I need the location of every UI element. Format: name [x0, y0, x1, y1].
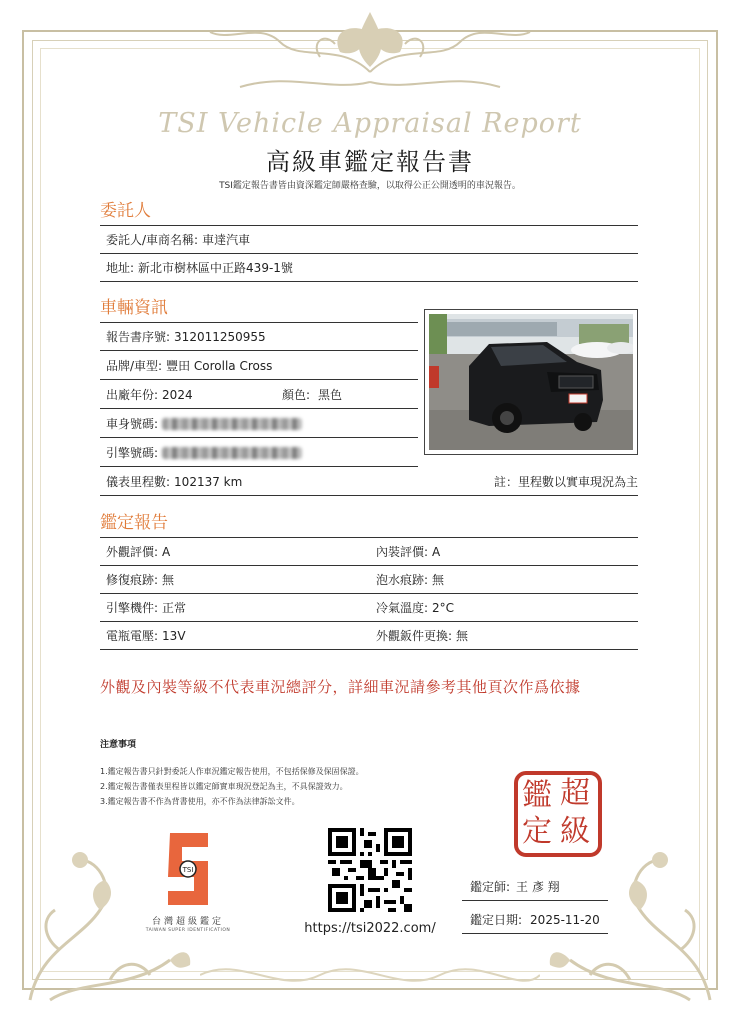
- appraiser-name-label: 鑑定師:: [470, 880, 511, 894]
- client-name-label: 委託人/車商名稱:: [106, 233, 199, 247]
- stamp-char: 定: [522, 814, 552, 849]
- repair-traces-value: 無: [162, 573, 175, 587]
- appraisal-date-label: 鑑定日期:: [470, 913, 523, 927]
- stamp-char: 超: [560, 776, 590, 811]
- note-item: 2.鑑定報告書僅表里程皆以鑑定師實車現況登記為主，不具保證效力。: [100, 782, 348, 791]
- qr-code-icon[interactable]: [328, 828, 412, 912]
- flood-traces-value: 無: [432, 573, 445, 587]
- appraisal-row: [100, 566, 638, 594]
- battery-voltage-label: 電瓶電壓:: [106, 629, 159, 643]
- panel-replacement-value: 無: [456, 629, 469, 643]
- engine-condition-label: 引擎機件:: [106, 601, 159, 615]
- appraisal-row: [100, 538, 638, 566]
- report-subtitle: TSI鑑定報告書皆由資深鑑定師嚴格查驗，以取得公正公開透明的車況報告。: [219, 181, 521, 191]
- appraisal-row: [100, 594, 638, 622]
- client-address-label: 地址:: [106, 261, 135, 275]
- exterior-grade-label: 外觀評價:: [106, 545, 159, 559]
- year-value: 2024: [162, 387, 193, 402]
- report-title-en: TSI Vehicle Appraisal Report: [158, 108, 582, 139]
- appraisal-row: [100, 622, 638, 650]
- model-value: 豐田 Corolla Cross: [166, 359, 273, 373]
- flood-traces-label: 泡水痕跡:: [376, 573, 429, 587]
- logo-name-en: TAIWAN SUPER IDENTIFICATION: [145, 928, 231, 933]
- engine-number-value-redacted: [162, 447, 302, 459]
- ac-temperature-value: 2°C: [432, 600, 455, 615]
- mileage-label: 儀表里程數:: [106, 475, 171, 489]
- logo-emblem-text: TSI: [182, 866, 194, 874]
- repair-traces-label: 修復痕跡:: [106, 573, 159, 587]
- panel-replacement-field: [376, 627, 468, 644]
- panel-replacement-label: 外觀鈑件更換:: [376, 629, 453, 643]
- report-number-label: 報告書序號:: [106, 330, 171, 344]
- color-value: 黑色: [318, 388, 343, 402]
- report-title-zh: 高級車鑑定報告書: [266, 148, 474, 176]
- year-color-row: [100, 381, 418, 409]
- interior-grade-field: [376, 543, 440, 560]
- color-field: [282, 386, 342, 403]
- website-url[interactable]: https://tsi2022.com/: [304, 921, 436, 936]
- color-label: 顏色:: [282, 388, 311, 402]
- client-name-value: 車達汽車: [202, 233, 251, 247]
- stamp-char: 鑑: [522, 778, 552, 813]
- appraiser-name-row: [462, 873, 608, 901]
- engine-number-row: [100, 439, 418, 467]
- vin-value-redacted: [162, 418, 302, 430]
- note-item: 1.鑑定報告書只針對委託人作車況鑑定報告使用，不包括保修及保固保證。: [100, 767, 364, 776]
- note-item: 3.鑑定報告書不作為背書使用，亦不作為法律訴訟文件。: [100, 797, 300, 806]
- appraiser-name-value: 王 彥 翔: [516, 880, 560, 894]
- engine-number-label: 引擎號碼:: [106, 446, 159, 460]
- report-number-row: [100, 323, 418, 351]
- mileage-note: 註：里程數以實車現況為主: [493, 475, 638, 489]
- mileage-value: 102137 km: [174, 474, 243, 489]
- year-label: 出廠年份:: [106, 388, 159, 402]
- appraisal-date-value: 2025-11-20: [530, 912, 600, 927]
- section-heading-appraisal: 鑑定報告: [100, 513, 168, 533]
- flood-traces-field: [376, 571, 444, 588]
- vehicle-photo: [424, 309, 638, 455]
- logo-name-zh: 台灣超級鑑定: [151, 917, 224, 927]
- exterior-grade-value: A: [162, 544, 171, 559]
- grade-warning-text: 外觀及內裝等級不代表車況總評分，詳細車況請參考其他頁次作爲依據: [100, 678, 581, 696]
- model-row: [100, 352, 418, 380]
- section-heading-client: 委託人: [100, 201, 151, 221]
- section-heading-vehicle: 車輛資訊: [100, 298, 168, 318]
- interior-grade-label: 內裝評價:: [376, 545, 429, 559]
- engine-condition-value: 正常: [162, 601, 187, 615]
- model-label: 品牌/車型:: [106, 359, 163, 373]
- battery-voltage-value: 13V: [162, 628, 186, 643]
- ac-temperature-label: 冷氣溫度:: [376, 601, 429, 615]
- black-suv-photo-icon: [429, 314, 633, 450]
- client-address-row: [100, 254, 638, 282]
- report-number-value: 312011250955: [174, 329, 266, 344]
- appraisal-seal-stamp: [514, 771, 602, 857]
- notes-heading: 注意事項: [100, 740, 137, 750]
- vin-label: 車身號碼:: [106, 417, 159, 431]
- stamp-char: 級: [560, 814, 590, 849]
- vin-row: [100, 410, 418, 438]
- ac-temperature-field: [376, 599, 454, 616]
- client-address-value: 新北市樹林區中正路439-1號: [138, 261, 293, 275]
- client-name-row: [100, 226, 638, 254]
- mileage-row: [100, 468, 638, 496]
- interior-grade-value: A: [432, 544, 441, 559]
- tsi-logo-icon: [158, 827, 218, 911]
- appraisal-date-row: [462, 906, 608, 934]
